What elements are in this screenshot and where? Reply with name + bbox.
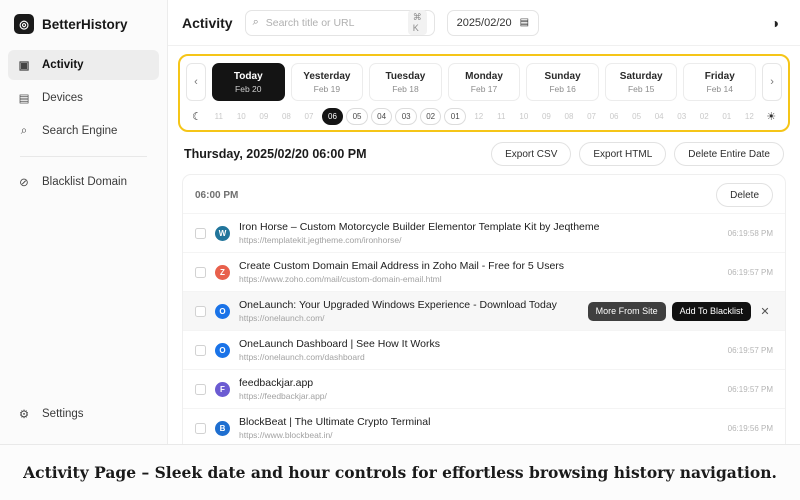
favicon-icon: F xyxy=(215,382,230,397)
hour-chip-12[interactable]: 11 xyxy=(497,112,506,121)
hour-group-header xyxy=(183,175,785,213)
caption-band xyxy=(0,444,800,500)
row-checkbox[interactable] xyxy=(195,228,206,239)
day-chip-name: Monday xyxy=(465,70,503,82)
history-list xyxy=(182,174,786,444)
brand xyxy=(0,0,167,44)
day-chip-name: Today xyxy=(233,70,263,82)
selected-date-title: Thursday, 2025/02/20 06:00 PM xyxy=(184,147,367,161)
row-text xyxy=(239,260,719,284)
date-picker-value: 2025/02/20 xyxy=(456,16,512,29)
day-chip-friday[interactable] xyxy=(683,63,756,101)
row-url: https://onelaunch.com/ xyxy=(239,313,325,323)
hour-chip-8[interactable]: 03 xyxy=(395,108,417,125)
date-header xyxy=(168,132,800,174)
sidebar-item-label-search-engine: Search Engine xyxy=(42,125,118,137)
row-timestamp: 06:19:58 PM xyxy=(727,228,773,238)
search-icon: ⌕ xyxy=(20,124,28,137)
hour-chip-20[interactable]: 03 xyxy=(677,112,687,121)
contrast-icon: ◑ xyxy=(770,14,780,31)
row-title: feedbackjar.app xyxy=(239,377,314,389)
sidebar-item-label-blacklist: Blacklist Domain xyxy=(42,176,127,188)
row-url: https://onelaunch.com/dashboard xyxy=(239,352,365,362)
activity-icon: ▣ xyxy=(18,60,30,72)
search-shortcut-badge: ⌘ K xyxy=(408,10,427,35)
day-chip-today[interactable] xyxy=(212,63,285,101)
day-chip-sunday[interactable] xyxy=(526,63,599,101)
table-row[interactable] xyxy=(183,213,785,252)
table-row[interactable] xyxy=(183,408,785,444)
day-chip-date: Feb 18 xyxy=(392,83,419,94)
next-days-button[interactable]: › xyxy=(762,63,782,101)
add-to-blacklist-button[interactable]: Add To Blacklist xyxy=(672,302,751,321)
day-chip-monday[interactable] xyxy=(448,63,521,101)
sidebar-divider xyxy=(20,156,147,157)
main-panel xyxy=(168,0,800,444)
date-hour-controls xyxy=(178,54,790,132)
app-logo-glyph: ◎ xyxy=(19,18,29,31)
sidebar-bottom xyxy=(0,399,167,444)
theme-toggle-button[interactable] xyxy=(764,12,786,34)
row-hover-actions xyxy=(588,302,773,321)
day-chip-name: Tuesday xyxy=(385,70,426,82)
close-icon[interactable]: ✕ xyxy=(760,305,770,318)
hour-chip-1[interactable]: 10 xyxy=(236,112,246,121)
hour-chip-10[interactable]: 01 xyxy=(444,108,466,125)
sidebar-item-label-activity: Activity xyxy=(42,59,84,71)
day-chip-name: Yesterday xyxy=(303,70,351,82)
hour-chip-16[interactable]: 07 xyxy=(587,112,596,121)
row-text xyxy=(239,299,579,323)
hour-chip-13[interactable]: 10 xyxy=(519,112,529,121)
row-text xyxy=(239,416,719,440)
export-csv-button[interactable]: Export CSV xyxy=(491,142,571,166)
table-row[interactable] xyxy=(183,369,785,408)
row-text xyxy=(239,338,719,362)
day-chip-date: Feb 19 xyxy=(313,83,341,94)
app-logo-icon xyxy=(14,14,34,34)
row-title: OneLaunch: Your Upgraded Windows Experience - Download Today xyxy=(239,299,557,311)
favicon-icon: B xyxy=(215,421,230,436)
day-chip-name: Friday xyxy=(704,70,735,82)
row-text xyxy=(239,221,719,245)
day-chip-saturday[interactable] xyxy=(605,63,678,101)
hour-chip-23[interactable]: 12 xyxy=(744,112,754,121)
row-timestamp: 06:19:57 PM xyxy=(727,384,773,394)
row-text xyxy=(239,377,719,401)
sidebar-item-devices[interactable] xyxy=(8,83,159,113)
search-input[interactable] xyxy=(266,17,401,29)
row-checkbox[interactable] xyxy=(195,345,206,356)
hour-chip-4[interactable]: 07 xyxy=(304,112,314,121)
row-title: BlockBeat | The Ultimate Crypto Terminal xyxy=(239,416,431,428)
sidebar xyxy=(0,0,168,444)
page-title: Activity xyxy=(182,14,233,31)
hour-chip-0[interactable]: 11 xyxy=(214,112,223,121)
favicon-icon: O xyxy=(215,343,230,358)
hours-row xyxy=(186,108,782,125)
search-icon: ⌕ xyxy=(252,16,259,28)
hour-chip-5[interactable]: 06 xyxy=(322,108,344,125)
row-title: OneLaunch Dashboard | See How It Works xyxy=(239,338,440,350)
day-chip-tuesday[interactable] xyxy=(369,63,442,101)
favicon-icon: Z xyxy=(215,265,230,280)
sidebar-item-label-settings: Settings xyxy=(42,408,84,420)
day-chip-date: Feb 15 xyxy=(627,83,655,94)
prev-days-button[interactable]: ‹ xyxy=(186,63,206,101)
hour-chip-3[interactable]: 08 xyxy=(281,112,291,121)
hour-group-time: 06:00 PM xyxy=(195,189,239,201)
day-chip-name: Sunday xyxy=(544,70,581,82)
hour-chip-2[interactable]: 09 xyxy=(259,112,269,121)
export-html-button[interactable]: Export HTML xyxy=(579,142,666,166)
hour-chip-19[interactable]: 04 xyxy=(654,112,664,121)
sliders-icon: ⚙ xyxy=(18,409,30,421)
row-url: https://www.blockbeat.in/ xyxy=(239,430,333,440)
day-chip-name: Saturday xyxy=(619,70,663,82)
hour-chip-11[interactable]: 12 xyxy=(474,112,484,121)
day-chip-date: Feb 16 xyxy=(549,83,576,94)
sun-icon: ☀ xyxy=(766,111,777,123)
row-url: https://templatekit.jegtheme.com/ironhorse/ xyxy=(239,235,402,245)
sidebar-item-activity[interactable] xyxy=(8,50,159,80)
caption-text: Activity Page – Sleek date and hour controls for effortless browsing history navigation. xyxy=(23,463,777,482)
top-bar xyxy=(168,0,800,46)
hour-chip-6[interactable]: 05 xyxy=(346,108,368,125)
row-timestamp: 06:19:57 PM xyxy=(727,267,773,277)
hour-chip-18[interactable]: 05 xyxy=(632,112,642,121)
day-chip-date: Feb 20 xyxy=(235,83,262,94)
favicon-icon: W xyxy=(215,226,230,241)
blocked-icon: ⊘ xyxy=(19,177,29,189)
table-row[interactable] xyxy=(183,330,785,369)
hour-chip-21[interactable]: 02 xyxy=(699,112,709,121)
row-timestamp: 06:19:56 PM xyxy=(727,423,773,433)
delete-entire-date-button[interactable]: Delete Entire Date xyxy=(674,142,784,166)
row-checkbox[interactable] xyxy=(195,384,206,395)
row-title: Iron Horse – Custom Motorcycle Builder Elementor Template Kit by Jeqtheme xyxy=(239,221,600,233)
row-checkbox[interactable] xyxy=(195,267,206,278)
moon-icon: ☾ xyxy=(192,111,202,123)
table-row[interactable] xyxy=(183,291,785,330)
hour-chip-14[interactable]: 09 xyxy=(541,112,551,121)
row-checkbox[interactable] xyxy=(195,423,206,434)
day-chip-date: Feb 17 xyxy=(470,83,498,94)
day-chip-date: Feb 14 xyxy=(706,83,733,94)
date-picker[interactable] xyxy=(447,10,540,36)
sidebar-item-blacklist-domain[interactable] xyxy=(8,167,159,197)
sidebar-item-settings[interactable] xyxy=(8,399,159,429)
brand-name: BetterHistory xyxy=(42,16,128,32)
sidebar-item-search-engine[interactable] xyxy=(8,116,159,146)
calendar-icon: ▤ xyxy=(519,17,530,28)
hour-chip-17[interactable]: 06 xyxy=(609,112,619,121)
hour-chip-22[interactable]: 01 xyxy=(722,112,732,121)
hour-chip-9[interactable]: 02 xyxy=(420,108,442,125)
row-timestamp: 06:19:57 PM xyxy=(727,345,773,355)
row-checkbox[interactable] xyxy=(195,306,206,317)
delete-group-button[interactable]: Delete xyxy=(716,183,773,207)
favicon-icon: O xyxy=(215,304,230,319)
day-chip-yesterday[interactable] xyxy=(291,63,364,101)
date-actions xyxy=(491,142,784,166)
table-row[interactable] xyxy=(183,252,785,291)
hour-chip-15[interactable]: 08 xyxy=(564,112,574,121)
devices-icon: ▤ xyxy=(18,93,30,105)
row-url: https://www.zoho.com/mail/custom-domain-email.html xyxy=(239,274,442,284)
sidebar-nav xyxy=(0,50,167,200)
row-url: https://feedbackjar.app/ xyxy=(239,391,327,401)
hour-chip-7[interactable]: 04 xyxy=(371,108,393,125)
days-row xyxy=(186,63,782,101)
search-box[interactable] xyxy=(245,10,435,36)
row-title: Create Custom Domain Email Address in Zoho Mail - Free for 5 Users xyxy=(239,260,565,272)
sidebar-item-label-devices: Devices xyxy=(42,92,83,104)
more-from-site-button[interactable]: More From Site xyxy=(588,302,666,321)
